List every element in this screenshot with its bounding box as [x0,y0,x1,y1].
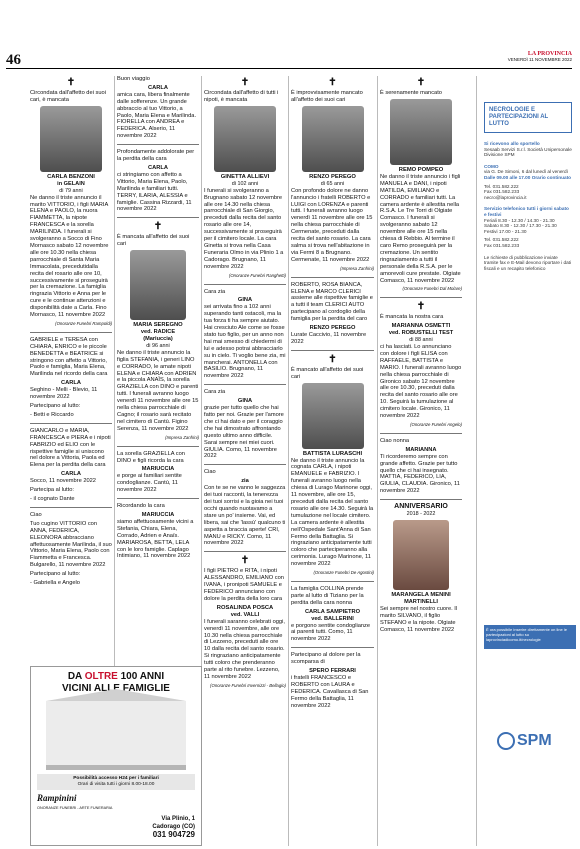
condolence-married-name: ved. BALLERINI [311,615,354,622]
condolence-date: Socco, 11 novembre 2022 [30,478,96,485]
cross-icon: ✝ [153,221,163,233]
sidebar-tel-2[interactable]: Tel. 031.582.222 [484,237,519,243]
separator [380,297,462,298]
sidebar-email[interactable]: necro@laprovincia.it [484,194,527,200]
condolence-name: GINA [237,398,253,405]
deceased-name: MARANGELA MENINI [391,591,451,598]
separator [291,350,374,351]
condolence-head: Cara zia [204,288,226,295]
deceased-maiden: in GELAIN [57,180,85,187]
anniversary-years: 2018 - 2022 [406,511,436,518]
column-5 [380,76,462,846]
deceased-name: GINETTA ALLIEVI [220,173,270,180]
condolence-head: Ciao nonna [380,437,410,444]
condolence-part: Partecipano al lutto: [30,571,81,578]
column-divider [377,76,378,846]
condolence-text: siamo affettuosamente vicini a Stefania, Chiara, Elena, Corrado, Adrien e Anaïs. MARIAROSA, BETTA, LELA con le loro famiglie. Caplago Intimiano, 11 novembre 2022 [117,518,194,560]
separator [117,144,199,145]
deceased-age: di 88 anni [409,337,433,344]
separator [204,384,286,385]
ad-info-bar: Possibilità accesso H24 per i familiari Orari di visita tutti i giorni 8.00-18.00 [37,774,195,790]
funeral-home: (Onoranze Funebri Invernizzi - Bellagio) [210,682,286,688]
condolence-name: CARLA [148,84,168,91]
cross-icon: ✝ [416,77,426,88]
deceased-married-name: ved. VALLI [230,611,260,618]
cross-icon: ✝ [240,77,250,88]
spm-logo [497,732,552,750]
condolence-text: GABRIELE e TERESA con CHIARA, ENRICO e le piccole BENEDETTA e BEATRICE si stringono con affetto a Vittorio, Paolo e famiglia, Maria Elena, Marilinda nel ricordo della cara [30,336,108,378]
condolence-name: CARLA [61,380,81,387]
deceased-name: MARIA SEREGNO [133,322,183,329]
condolence-head: Ciao [30,511,42,518]
separator [204,551,286,552]
funeral-home: (Onoranze Funebri Angelo) [410,422,462,427]
notice-body: ci ha lasciati. Lo annunciano con dolore i figli ELISA con RAFFAELE, BATTISTA e MARIO. I funerali avranno luogo nella chiesa parrocchiale di Gironico sabato 12 novembre alle ore 10.30, preceduti dalla recita del santo rosario alle ore 10. Seguirà la tumulazione al cimitero locale. Gironico, 11 novembre 2022 [380,344,462,420]
condolence-head: Cara zia [204,389,226,396]
condolence-text: La famiglia COLLINA prende parte al lutto di Tiziano per la perdita della cara nonna [291,585,364,606]
sidebar-fax-2: Fax 031.582.233 [484,242,520,248]
separator [117,498,199,499]
deceased-age: di 102 anni [231,180,259,187]
deceased-name: RENZO PEREGO [309,173,356,180]
sidebar-address: via G. De Simoni, 6 dal lunedì al venerdì [484,169,568,175]
spm-logo-text: SPM [517,732,552,750]
masthead-date: VENERDÌ 11 NOVEMBRE 2022 [507,57,572,62]
condolence-name: MARIUCCIA [141,466,175,473]
condolence-text: Lurate Caccivio, 11 novembre 2022 [291,331,367,345]
header-rule [6,68,572,69]
condolence-name: CARLA SAMPIETRO [304,608,361,615]
deceased-married-name: ved. RADICE [140,329,176,336]
deceased-name: REMO POMPEO [398,166,444,173]
deceased-name: ROSALINDA POSCA [216,604,274,611]
cross-icon: ✝ [328,77,337,88]
column-3 [204,76,286,846]
condolence-date: Seghino - Melli - Blevio, 11 novembre 2022 [30,387,98,401]
condolence-name: RENZO PEREGO [309,325,356,332]
condolence-name: MARIUCCIA [141,511,175,518]
notice-body: I funerali saranno celebrati oggi, venerdì 11 novembre, alle ore 10.30 nella chiesa parrocchiale di Lezzeno, preceduti alle ore 10 dalla recita del santo rosario. Si ringraziano anticipatamente tutti coloro che prenderanno parte al rito funebre. Lezzeno, 11 novembre 2022 [204,618,285,680]
condolence-name: zia [241,478,249,485]
notice-body: I funerali si svolgeranno a Brugnano sabato 12 novembre alle ore 14.30 nella chiesa parrocchiale di San Giorgio, preceduti dalla recita del santo rosario alle ore 14, successivamente si proseguirà per il cimitero locale. La cara Ginetta si trova nella Casa Funeraria Olmo in via Plinio 1 a Cadorago. Brugnano, 11 novembre 2022 [204,187,284,270]
notice-body: Ne danno il triste annuncio la figlia STEFANIA, i generi LINO e CORRADO, le amate nipoti ELENA e CHIARA con ADRIEN e la piccola ANAÏS, la sorella GRAZIELLA con DINO e parenti tutti. I funerali avranno luogo venerdì 11 novembre alle ore 15 nella chiesa parrocchiale di Cagno; il rosario sarà recitato nel cimitero di Cantù. Figino Serenza, 11 novembre 2022 [117,349,199,432]
condolence-part: Partecipano al lutto: [30,403,81,409]
deceased-name: BATTISTA LURASCHI [302,450,363,457]
funeral-home: (Onoranze Funebri Rampoldi) [55,320,112,326]
separator [380,433,462,434]
notice-body: Con profondo dolore ne danno l'annuncio i fratelli ROBERTO e LUIGI con LORENZA e parenti tutti. I funerali avranno luogo venerdì 11 novembre alle ore 15 nella chiesa parrocchiale di Cermenate, preceduti dalla recita del santo rosario. La cara salma si trova nell'abitazione in via Fermi 8 a Brugnano. Cermenate, 11 novembre 2022 [291,187,373,263]
portrait-photo [214,106,276,172]
condolence-text: Ti ricorderemo sempre con grande affetto. Grazie per tutto quello che ci hai insegnato. MATTIA, FEDERICO, LIA, GIULIA, CLAUDIA. Gironico, 11 novembre 2022 [380,453,460,495]
condolence-name: GINA [237,297,253,304]
separator [291,277,374,278]
anniversary-heading: ANNIVERSARIO [394,503,448,511]
sidebar-receive: Si ricevono allo sportello [484,141,540,146]
portrait-photo [130,250,186,320]
portrait-photo [40,106,102,172]
column-1 [30,76,112,662]
funeral-home: (Impresa Zanfrini) [165,434,199,440]
column-divider [288,76,289,846]
sidebar-festivi: Festivi 17.00 - 21.30 [484,228,527,234]
condolence-name: CARLA [61,471,81,478]
condolence-head: Buon viaggio [117,76,150,82]
condolence-text: GIANCARLO e MARIA, FRANCESCA e PIERA e i nipoti FABRIZIO ed ELIO con le rispettive famiglie si uniscono nel dolore a Vittoria, Paola ed Elena per la perdita della cara [30,427,111,469]
sidebar-company: Sesaab Servizi S.r.l. Società Unipersonale Divisione SPM [484,146,572,158]
condolence-text: ROBERTO, ROSA BIANCA, ELENA e MARCO CLERICI assieme alle rispettive famiglie e a tutti il team CLERICI AUTO partecipano al cordoglio della famiglia per la perdita del caro [291,281,373,323]
ad-address: Via Plinio, 1 Cadorago (CO) 031 904729 [152,816,195,839]
sidebar-service: Servizio telefonico tutti i giorni sabato e festivi [484,206,569,217]
condolence-text: sei arrivata fino a 102 anni superando tanti ostacoli, ma la tua forza ti ha sempre aiutato. Hai cresciuto Ale come se fosse stato tuo figlio, per un anno non hai mai smesso di chiedermi di lui e adesso potrai abbracciarlo su in cielo. Ti voglio bene zia, mi mancherai. ANTONELLA con BASILIO. Brugnano, 11 novembre 2022 [204,304,286,380]
sidebar-title: NECROLOGIE E PARTECIPAZIONI AL LUTTO [484,102,572,133]
condolence-name: MARIANNA [405,446,437,453]
condolence-text: Partecipano al dolore per la scomparsa di [291,652,361,666]
advertisement[interactable] [30,666,202,846]
notice-intro: È serenamente mancato [380,90,442,96]
funeral-home: (Onoranze Funebri De Agostini) [313,570,374,576]
condolence-name: CARLA [148,164,168,171]
condolence-name: SPERO FERRARI [309,668,356,675]
column-2 [117,76,199,662]
condolence-who: - il cognato Dante [30,495,75,502]
notice-intro: È improvvisamente mancato all'affetto dei suoi cari [291,90,363,103]
condolence-part: Partecipa al lutto: [30,487,74,494]
portrait-photo [393,520,449,590]
sidebar-hours: Dalle 09.00 alle 17.00 Orario continuato [484,174,572,180]
separator [30,423,112,424]
condolence-text: Tuo cugino VITTORIO con ANNA, FEDERICA, ELEONORA abbracciano affettuosamente Marilinda, il suo Vittorio, Maria Elena, Paolo con Fiammetta e Francesca. Bulgarello, 11 novembre 2022 [30,520,112,569]
condolence-text: amica cara, libera finalmente dalle sofferenze. Un grande abbraccio al tuo Vittorio, a Paolo, Maria Elena e Marilinda. FIORELLA con ANDREA e FEDERICA. Alserio, 11 novembre 2022 [117,91,197,140]
notice-body: Ne danno il triste annuncio la cognata CARLA, i nipoti EMANUELE e FABRIZIO. I funerali avranno luogo nella chiesa di Lurago Marinone oggi, 11 novembre, alle ore 15, preceduti dalla recita del santo rosario alle ore 14.30. Seguirà la tumulazione nel locale cimitero. La camera ardente è allestita nell'Ospedale Sant'Anna di San Fermo della Battaglia. Si ringraziano anticipatamente tutti coloro che parteciperanno alla cerimonia. Lurago Marinone, 11 novembre 2022 [291,457,374,568]
masthead [508,51,572,63]
sidebar-note: Le richieste di pubblicazione inviate tramite fax e E-Mail devono riportare i dati fiscali e un recapito telefonico [484,254,572,271]
column-divider [476,76,477,846]
sidebar-info [484,141,572,271]
notice-intro: I figli PIETRO e RITA, i nipoti ALESSANDRO, EMILIANO con IVANA, i pronipoti SAMUELE e FEDERICO annunciano con dolore la perdita della loro cara [204,568,284,602]
separator [117,446,199,447]
condolence-head: Profondamente addolorate per la perdita della cara [117,149,195,163]
separator [117,217,199,218]
deceased-name: CARLA BENZONI [47,173,95,180]
sidebar-sabato: Sabato 8.30 - 12.30 / 17.30 - 21.30 [484,223,557,229]
notice-intro: È mancata la nostra cara [380,314,444,321]
condolence-text: e porgono sentite condoglianze ai parenti tutti. Como, 11 novembre 2022 [291,622,371,643]
separator [291,647,374,648]
condolence-text: grazie per tutto quello che hai fatto per noi. Grazie per l'amore che ci hai dato e per il coraggio che hai dimostrato affrontando questo ultimo anno difficile. Sarai sempre nei miei cuori. GIULIA. Como, 11 novembre 2022 [204,405,284,460]
ad-brand: Rampinini [37,793,77,803]
funeral-home: (Onoranze Funebri Ranghetti) [228,272,286,278]
funeral-home: (Onoranze Funebri Dal Molare) [402,286,462,292]
sidebar-tel[interactable]: Tel. 031.582.222 [484,183,519,189]
condolence-text: La sorella GRAZIELLA con DINO e figli ricorda la cara [117,450,185,464]
notice-body: Ne danno il triste annuncio il marito VITTORIO, i figli MARIA ELENA e PAOLO, la nuora FIAMMETTA, la nipote FRANCESCA e la sorella MARILINDA. I funerali si svolgeranno a Socco di Fino Mornasco sabato 12 novembre alle ore 10.30 nella chiesa parrocchiale di Santa Maria Immacolata, precedutidalla recita del rosario alle ore 10, successivamente si proseguirà per la cremazione. La famiglia ringrazia Vittorio e Anna per le cure e le continue attenzioni e disponibilità date a Carla. Fino Mornasco, 11 novembre 2022 [30,194,109,319]
condolence-text: e porge ai familiari sentite condoglianze. Cantù, 11 novembre 2022 [117,473,182,494]
notice-body: Ne danno il triste annuncio i figli MANUELA e DANI, i nipoti MATILDA, EMILIANO e CORRADO e familiari tutti. La camera ardente è allestita nella R.S.A. Le Tre Torri di Olgiate Comasco. I funerali si svolgeranno sabato 12 novembre alle ore 15 nella chiesa di Rebbio. Al termine il caro Remo proseguirà per la cremazione. Un sentito ringraziamento a tutti il personale della R.S.A. per le amorevoli cure prestate. Olgiate Comasco, 11 novembre 2022 [380,173,461,284]
cross-icon: ✝ [240,555,250,567]
portrait-photo [390,99,452,165]
funeral-home: (Impresa Zanfrini) [340,265,374,271]
deceased-age: di 65 anni [320,180,345,187]
column-4 [291,76,374,846]
notice-intro: Circondata dall'affetto dei suoi cari, è mancata [30,90,106,103]
spm-logo-icon [497,732,515,750]
deceased-age: di 79 anni [59,187,83,194]
sidebar [484,102,572,271]
notice-body: Sei sempre nel nostro cuore. Il marito SILVANO, il figlio STEFANO e la nipote. Olgiate Comasco, 11 novembre 2022 [380,605,458,633]
condolence-text: ci stringiamo con affetto a Vittorio, Maria Elena, Paolo, Marilinda e familiari tutti. TERRY, ILARIA, ALESSIA e famiglie. Cassina Rizzardi, 11 novembre 2022 [117,171,192,213]
portrait-photo [302,106,364,172]
deceased-married-name: ved. ROBUSTELLI TEST [388,330,454,337]
cross-icon: ✝ [416,301,426,313]
condolence-text: i fratelli FRANCESCO e ROBERTO con LAURA e FEDERICA. Cavallasca di San Fermo della Battaglia, 11 novembre 2022 [291,674,369,709]
sidebar-fax: Fax 031.582.233 [484,189,520,195]
column-divider [201,76,202,666]
separator [380,499,462,500]
separator [291,581,374,582]
sidebar-feriali: Feriali 8.30 - 12.30 / 14.30 - 21.30 [484,217,555,223]
condolence-who: - Gabriella e Angelo [30,580,80,587]
condolence-head: Ricordando la cara [117,503,165,510]
separator [204,464,286,465]
separator [30,507,112,508]
notice-intro: È mancato all'affetto dei suoi cari [291,366,364,380]
notice-intro: Circondata dall'affetto di tutti i nipoti, è mancata [204,90,279,103]
deceased-nickname: (Mariuccia) [143,336,173,343]
cross-icon: ✝ [328,353,337,365]
portrait-photo [302,383,364,449]
separator [204,284,286,285]
separator [30,332,112,333]
ad-brand-sub: ONORANZE FUNEBRI - ARTE FUNERARIA [37,806,113,810]
masthead-name: LA PROVINCIA [527,51,572,57]
condolence-who: - Betti e Riccardo [30,411,74,418]
condolence-head: Ciao [204,469,216,476]
deceased-name: MARIANNA OSMETTI [391,323,451,330]
page-number: 46 [6,52,21,68]
ad-headline: DA OLTRE 100 ANNI [67,671,165,682]
online-banner[interactable]: È ora possibile inserire direttamente on line le partecipazioni al lutto su laprovinciadicomo.it/necrologie [484,625,576,649]
condolence-text: Con te se ne vanno le saggezza dei tuoi racconti, la tenerezza dei tuoi sorrisi e la gioia nei tuoi occhi quando nuotavamo a stare un po' insieme. Vai, ed libera, sai che 'lassù' qualcuno ti aspetta a braccia aperte! CRI, MANU e RICKY. Como, 11 novembre 2022 [204,485,286,547]
notice-intro: È mancata all'affetto dei suoi cari [117,234,190,248]
deceased-age: di 96 anni [146,342,170,349]
deceased-married-name: MARTINELLI [404,598,438,605]
cross-icon: ✝ [66,77,76,88]
sidebar-city: COMO [484,163,499,169]
ad-building-image [46,701,186,770]
